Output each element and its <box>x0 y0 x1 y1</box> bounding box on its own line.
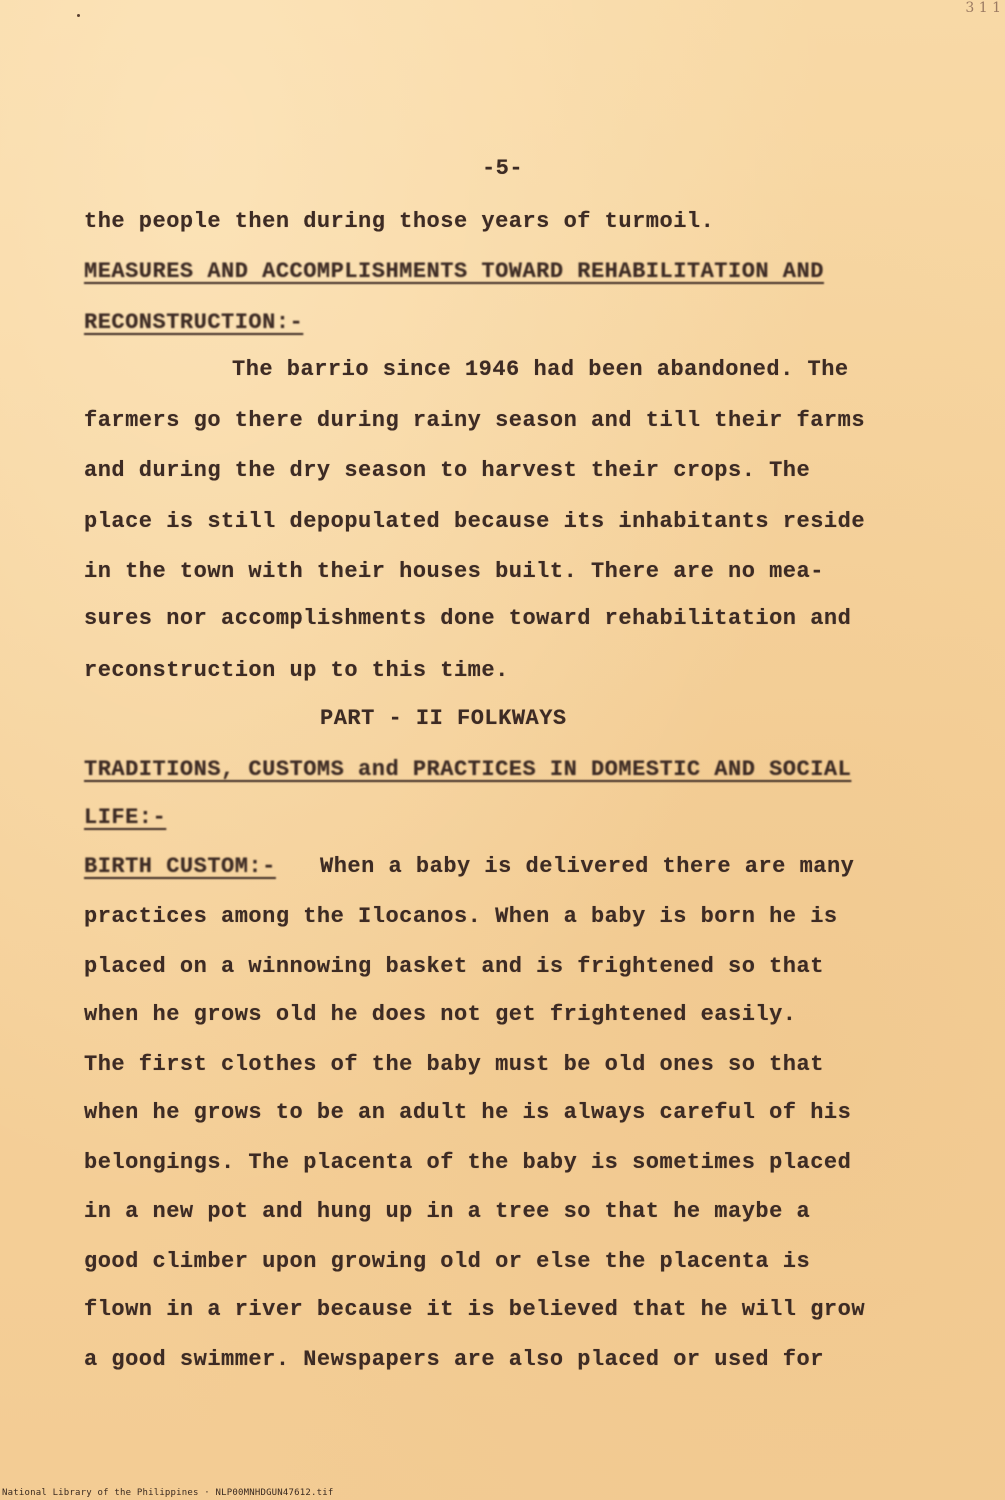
paragraph-line: belongings. The placenta of the baby is sometimes placed <box>84 1150 852 1175</box>
paragraph-line: sures nor accomplishments done toward rehabilitation and <box>84 606 852 631</box>
paragraph-line: When a baby is delivered there are many <box>320 854 855 879</box>
paragraph-line: good climber upon growing old or else the placenta is <box>84 1249 811 1274</box>
paragraph-line: reconstruction up to this time. <box>84 658 509 683</box>
part-heading: PART - II FOLKWAYS <box>320 706 567 731</box>
paragraph-line: practices among the Ilocanos. When a baby is born he is <box>84 904 838 929</box>
section-heading-traditions: TRADITIONS, CUSTOMS and PRACTICES IN DOMESTIC AND SOCIAL <box>84 757 852 782</box>
page-number: -5- <box>481 156 524 181</box>
speck-mark <box>77 14 80 17</box>
archive-footer: National Library of the Philippines · NLP00MNHDGUN47612.tif <box>2 1488 334 1498</box>
subheading-birth-custom: BIRTH CUSTOM:- <box>84 854 276 879</box>
paragraph-line: when he grows to be an adult he is always careful of his <box>84 1100 852 1125</box>
paragraph-line: place is still depopulated because its inhabitants reside <box>84 509 866 534</box>
paragraph-line: in the town with their houses built. There are no mea- <box>84 559 824 584</box>
paragraph-line: placed on a winnowing basket and is frightened so that <box>84 954 824 979</box>
section-heading-life: LIFE:- <box>84 805 167 830</box>
text-line: the people then during those years of turmoil. <box>84 209 715 234</box>
paragraph-line: The first clothes of the baby must be old ones so that <box>84 1052 824 1077</box>
paragraph-line: The barrio since 1946 had been abandoned. The <box>232 357 849 382</box>
paragraph-line: farmers go there during rainy season and till their farms <box>84 408 866 433</box>
section-heading-measures: MEASURES AND ACCOMPLISHMENTS TOWARD REHABILITATION AND <box>84 259 824 284</box>
paragraph-line: in a new pot and hung up in a tree so that he maybe a <box>84 1199 811 1224</box>
paragraph-line: flown in a river because it is believed that he will grow <box>84 1297 866 1322</box>
corner-annotation: 3 1 1 <box>965 0 1001 16</box>
section-heading-reconstruction: RECONSTRUCTION:- <box>84 310 304 335</box>
paragraph-line: and during the dry season to harvest their crops. The <box>84 458 811 483</box>
paragraph-line: a good swimmer. Newspapers are also placed or used for <box>84 1347 824 1372</box>
paragraph-line: when he grows old he does not get frightened easily. <box>84 1002 797 1027</box>
